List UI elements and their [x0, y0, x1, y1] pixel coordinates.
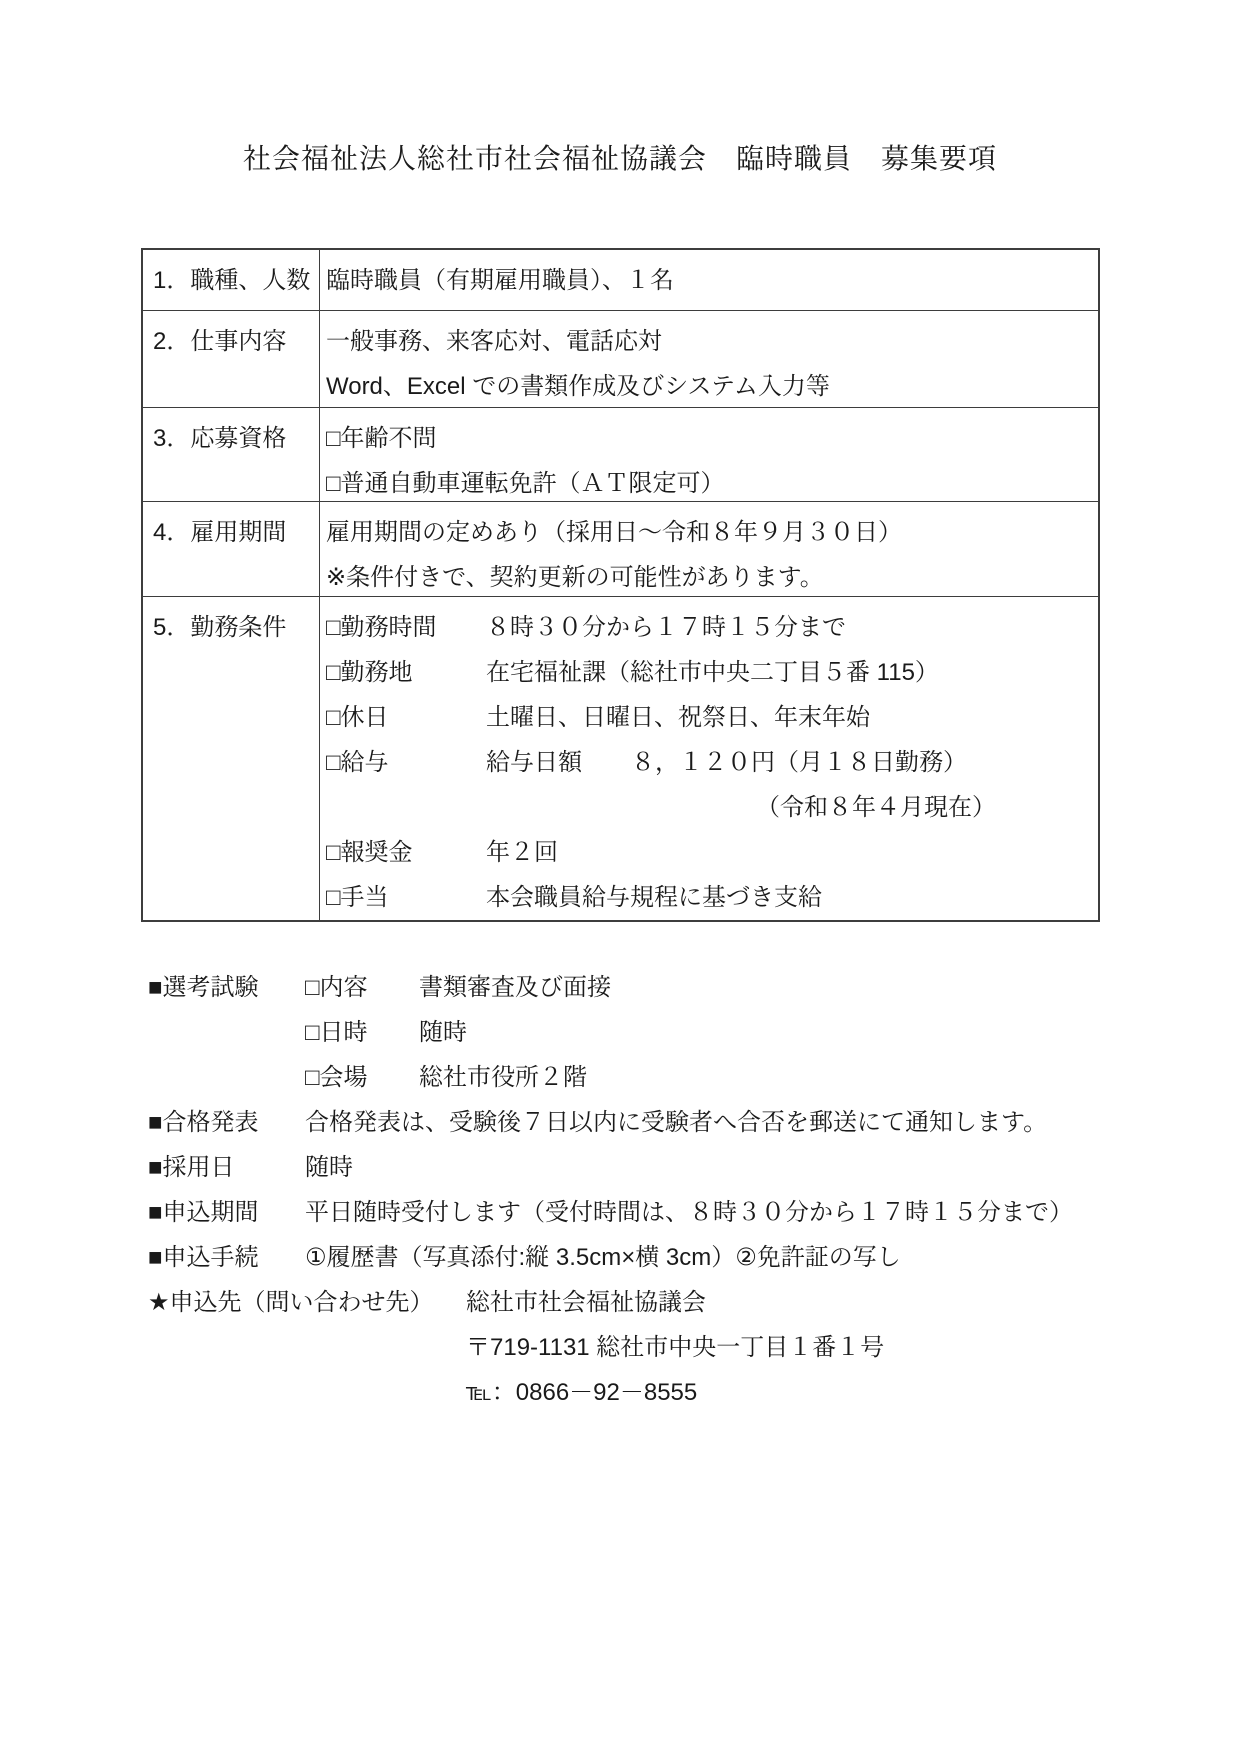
row-label: 5．勤務条件 [153, 614, 287, 641]
condition-line-note: （令和８年４月現在） [756, 794, 996, 821]
condition-desc: 在宅福祉課（総社市中央二丁目５番 115） [486, 659, 939, 686]
contact-address: 〒719-1131 総社市中央一丁目１番１号 [466, 1334, 885, 1361]
condition-line [326, 740, 1098, 785]
condition-desc: 給与日額 [486, 749, 582, 776]
table-row-content-shigoto [320, 311, 1098, 408]
table-row-content-oubo [320, 408, 1098, 502]
detail-term: □会場 [305, 1064, 368, 1091]
detail-value: 随時 [419, 1019, 467, 1046]
detail-line-senkou [0, 965, 1240, 1010]
detail-text: 合格発表は、受験後７日以内に受験者へ合否を郵送にて通知します。 [305, 1109, 1048, 1136]
detail-label: ■申込期間 [148, 1199, 259, 1226]
condition-line [326, 605, 1098, 650]
row-text: 一般事務、来客応対、電話応対 [326, 328, 662, 355]
detail-line-moushikomi-tetsuduki [0, 1235, 1240, 1280]
spec-table [141, 248, 1100, 922]
detail-label: ■申込手続 [148, 1244, 259, 1271]
table-row-header-shokushu [143, 250, 320, 311]
row-label: 2．仕事内容 [153, 328, 287, 355]
detail-text: 随時 [305, 1154, 353, 1181]
table-row-header-oubo [143, 408, 320, 502]
detail-line-address [0, 1325, 1240, 1370]
condition-term: □勤務時間 [326, 614, 437, 641]
row-text: □年齢不問 [326, 425, 437, 452]
table-row-header-shigoto [143, 311, 320, 408]
detail-line-moushikomi-kikan [0, 1190, 1240, 1235]
condition-line [326, 875, 1098, 920]
detail-line-moushikomi-saki [0, 1280, 1240, 1325]
detail-value: 書類審査及び面接 [419, 974, 611, 1001]
detail-label: ★申込先（問い合わせ先） [148, 1289, 434, 1316]
detail-label: ■合格発表 [148, 1109, 259, 1136]
row-text: 雇用期間の定めあり（採用日～令和８年９月３０日） [326, 519, 902, 546]
condition-line [326, 830, 1098, 875]
row-label: 1．職種、人数 [153, 267, 311, 294]
condition-desc: 土曜日、日曜日、祝祭日、年末年始 [486, 704, 870, 731]
detail-term: □内容 [305, 974, 368, 1001]
detail-line-saiyoubi [0, 1145, 1240, 1190]
table-row-header-kinmu [143, 597, 320, 920]
detail-line-tel [0, 1370, 1240, 1415]
detail-value: 総社市役所２階 [419, 1064, 587, 1091]
row-text: 臨時職員（有期雇用職員）、１名 [326, 267, 674, 294]
detail-term: □日時 [305, 1019, 368, 1046]
detail-line-kaijou [0, 1055, 1240, 1100]
row-label: 3．応募資格 [153, 425, 287, 452]
table-row-header-koyou [143, 502, 320, 597]
detail-text: ①履歴書（写真添付:縦 3.5cm×横 3cm）②免許証の写し [305, 1244, 901, 1271]
condition-term: □報奨金 [326, 839, 413, 866]
contact-tel: ℡：0866－92－8555 [466, 1379, 698, 1406]
row-text: □普通自動車運転免許（ＡＴ限定可） [326, 470, 725, 497]
condition-line [326, 695, 1098, 740]
contact-org: 総社市社会福祉協議会 [466, 1289, 706, 1316]
condition-desc: ８時３０分から１７時１５分まで [486, 614, 846, 641]
condition-term: □手当 [326, 884, 389, 911]
condition-line [326, 650, 1098, 695]
table-row-content-koyou [320, 502, 1098, 597]
row-label: 4．雇用期間 [153, 519, 287, 546]
condition-term: □休日 [326, 704, 389, 731]
details-section [0, 965, 1240, 1415]
condition-desc2: ８，１２０円（月１８日勤務） [631, 749, 967, 776]
condition-desc: 本会職員給与規程に基づき支給 [486, 884, 822, 911]
row-text: ※条件付きで、契約更新の可能性があります。 [326, 564, 824, 591]
condition-desc: 年２回 [486, 839, 558, 866]
condition-term: □給与 [326, 749, 389, 776]
detail-line-goukaku [0, 1100, 1240, 1145]
condition-term: □勤務地 [326, 659, 413, 686]
detail-label: ■選考試験 [148, 974, 259, 1001]
table-row-content-shokushu [320, 250, 1098, 311]
table-row-content-kinmu [320, 597, 1098, 920]
detail-line-nichiji [0, 1010, 1240, 1055]
row-text: Word、Excel での書類作成及びシステム入力等 [326, 373, 830, 400]
detail-label: ■採用日 [148, 1154, 235, 1181]
page-title: 社会福祉法人総社市社会福祉協議会 臨時職員 募集要項 [242, 143, 997, 174]
detail-text: 平日随時受付します（受付時間は、８時３０分から１７時１５分まで） [305, 1199, 1073, 1226]
